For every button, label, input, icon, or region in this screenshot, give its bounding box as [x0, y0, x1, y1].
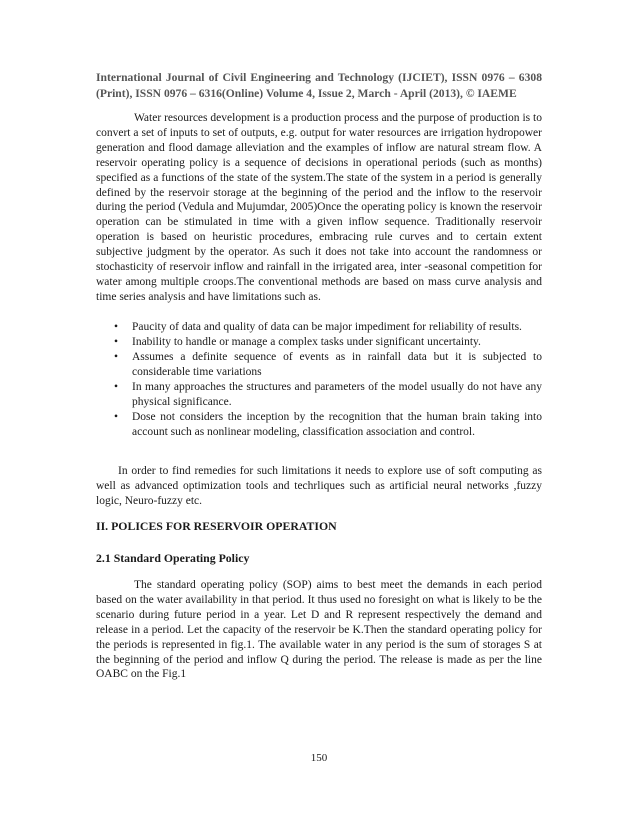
list-item [96, 335, 542, 350]
remedies-paragraph: In order to find remedies for such limitations it needs to explore use of soft computing as well as advanced optimization tools and techrliques such as artificial neural networks ,fuzzy logic, Neuro-fuzzy etc. [96, 465, 542, 507]
list-item [96, 380, 542, 409]
bullet-icon: • [114, 336, 119, 349]
list-item-text: Paucity of data and quality of data can be major impediment for reliability of results. [132, 321, 522, 333]
limitations-list [96, 320, 542, 440]
list-item-text: Assumes a definite sequence of events as in rainfall data but it is subjected to considerable time variations [132, 351, 542, 378]
list-item [96, 350, 542, 379]
list-item [96, 320, 542, 335]
list-item-text: In many approaches the structures and parameters of the model usually do not have any physical significance. [132, 381, 542, 408]
journal-header [96, 70, 542, 102]
bullet-icon: • [114, 351, 119, 364]
list-item [96, 410, 542, 439]
list-item-text: Dose not considers the inception by the recognition that the human brain taking into account such as nonlinear modeling, classification association and control. [132, 410, 542, 438]
intro-paragraph: Water resources development is a production process and the purpose of production is to convert a set of inputs to set of outputs, e.g. output for water resources are irrigation hydropower generation and flood damage alleviation and the examples of inflow are natural stream flow. A reservoir operating policy is a sequence of decisions in operational periods (such as months) specified as a functions of the state of the system.The state of the system in a period is generally defined by the reservoir storage at the beginning of the period and the inflow to the reservoir during the period (Vedula and Mujumdar, 2005)Once the operating policy is known the reservoir operation can be stimulated in time with a given inflow sequence. Traditionally reservoir operation is based on heuristic procedures, embracing rule curves and to certain extent subjective judgment by the operator. As such it does not take into account the randomness or stochasticity of reservoir inflow and rainfall in the irrigated area, inter -seasonal competition for water among multiple croops.The conventional methods are based on mass curve analysis and time series analysis and have limitations such as. [96, 112, 542, 303]
subsection-heading: 2.1 Standard Operating Policy [96, 551, 250, 565]
bullet-icon: • [114, 410, 119, 423]
list-item-text: Inability to handle or manage a complex tasks under significant uncertainty. [132, 336, 481, 349]
bullet-icon: • [114, 321, 119, 333]
sop-paragraph: The standard operating policy (SOP) aims to best meet the demands in each period based on the water availability in that period. It thus used no foresight on what is likely to be the scenario during future period in a year. Let D and R represent respectively the demand and release in a period. Let the capacity of the reservoir be K.Then the standard operating policy for the periods is represented in fig.1. The available water in any period is the sum of storages S at the beginning of the period and inflow Q during the period. The release is made as per the line OABC on the Fig.1 [96, 579, 542, 681]
bullet-icon: • [114, 381, 119, 394]
journal-header-line-1: International Journal of Civil Engineering and Technology (IJCIET), ISSN 0976 – 6308 [96, 71, 542, 84]
section-heading: II. POLICES FOR RESERVOIR OPERATION [96, 519, 337, 533]
journal-header-line-2: (Print), ISSN 0976 – 6316(Online) Volume 4, Issue 2, March - April (2013), © IAEME [96, 87, 517, 100]
page-number: 150 [310, 752, 328, 764]
